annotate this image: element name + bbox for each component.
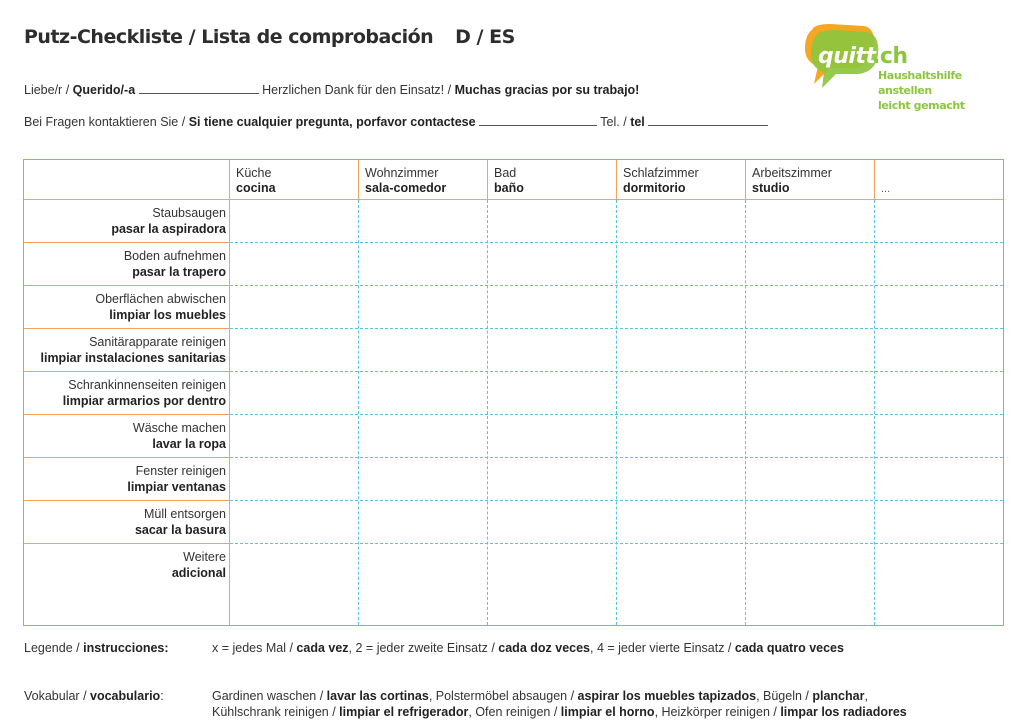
task-de: Schrankinnenseiten reinigen [68, 378, 226, 392]
task-row-windows [24, 463, 226, 495]
header-divider [745, 160, 746, 200]
column-header-de: Bad [494, 166, 517, 180]
legend-part: x = jedes Mal / [212, 641, 297, 655]
task-es: sacar la basura [134, 523, 226, 537]
vocab-bold: limpiar el refrigerador [339, 705, 469, 719]
column-header-bedroom [617, 160, 746, 199]
task-es: limpiar instalaciones sanitarias [40, 351, 226, 365]
vocab-part: , [864, 689, 868, 703]
task-de: Weitere [183, 550, 226, 564]
vocab-bold: lavar las cortinas [326, 689, 429, 703]
row-divider [24, 328, 230, 329]
vocab-bold: limpar los radiadores [780, 705, 907, 719]
legend-text [212, 641, 844, 655]
row-divider [230, 414, 1003, 415]
task-column-divider [229, 160, 230, 625]
row-divider [24, 242, 230, 243]
row-divider [230, 543, 1003, 544]
column-dashed-divider [487, 200, 488, 625]
column-header-more [875, 160, 1003, 199]
row-divider [24, 371, 230, 372]
legend-label-de: Legende / [24, 641, 84, 655]
contact-es-2: tel [630, 115, 645, 129]
contact-de-2: Tel. / [597, 115, 631, 129]
column-header-es: dormitorio [623, 181, 686, 195]
greeting-de-1: Liebe/r / [24, 83, 73, 97]
task-es: lavar la ropa [152, 437, 226, 451]
legend-bold: cada quatro veces [734, 641, 844, 655]
task-row-trash [24, 506, 226, 538]
logo-tagline [878, 68, 1018, 113]
column-header-es: sala-comedor [365, 181, 447, 195]
legend-part: , 2 = jeder zweite Einsatz / [348, 641, 499, 655]
task-es: limpiar los muebles [109, 308, 226, 322]
task-de: Wäsche machen [132, 421, 226, 435]
task-row-surfaces [24, 291, 226, 323]
task-es: pasar la aspiradora [111, 222, 226, 236]
logo-name: quitt [818, 44, 876, 69]
header-divider [358, 160, 359, 200]
column-header-es: cocina [236, 181, 276, 195]
vocab-part: , Polstermöbel absaugen / [428, 689, 578, 703]
column-header-living-room [359, 160, 488, 199]
page-title [24, 26, 515, 48]
vocab-part: , Bügeln / [756, 689, 813, 703]
column-header-de: Arbeitszimmer [752, 166, 832, 180]
vocab-label [24, 689, 164, 704]
vocab-part: Gardinen waschen / [212, 689, 327, 703]
greeting-es-2: Muchas gracias por su trabajo! [454, 83, 640, 97]
column-dashed-divider [358, 200, 359, 625]
vocab-line-1 [212, 689, 868, 704]
legend-part: , 4 = jeder vierte Einsatz / [590, 641, 735, 655]
task-de: Müll entsorgen [144, 507, 226, 521]
vocab-label-colon: : [160, 689, 164, 703]
task-es: pasar la trapero [132, 265, 226, 279]
task-es: limpiar ventanas [127, 480, 226, 494]
vocab-part: Kühlschrank reinigen / [212, 705, 340, 719]
column-header-de: Wohnzimmer [365, 166, 439, 180]
row-divider [230, 242, 1003, 243]
task-row-cupboards [24, 377, 226, 409]
task-de: Staubsaugen [152, 206, 226, 220]
title-main: Putz-Checkliste / Lista de comprobación [24, 26, 434, 48]
column-header-de: Schlafzimmer [623, 166, 699, 180]
phone-blank-field[interactable] [648, 114, 768, 126]
vocab-part: , Heizkörper reinigen / [654, 705, 781, 719]
contact-line [24, 114, 768, 129]
logo-suffix: .ch [872, 44, 908, 69]
vocab-bold: aspirar los muebles tapizados [577, 689, 757, 703]
column-dashed-divider [616, 200, 617, 625]
legend-bold: cada vez [296, 641, 349, 655]
row-divider [230, 285, 1003, 286]
column-header-study [746, 160, 875, 199]
title-lang: D / ES [455, 26, 515, 48]
contact-es-1: Si tiene cualquier pregunta, porfavor contactese [188, 115, 476, 129]
vocab-part: , Ofen reinigen / [468, 705, 561, 719]
header-divider [487, 160, 488, 200]
contact-blank-field[interactable] [479, 114, 597, 126]
vocab-line-2 [212, 705, 907, 720]
legend-label-es: instrucciones: [83, 641, 169, 655]
row-divider [230, 500, 1003, 501]
task-row-mop [24, 248, 226, 280]
column-header-de: Küche [236, 166, 272, 180]
contact-de-1: Bei Fragen kontaktieren Sie / [24, 115, 189, 129]
checklist-table [23, 159, 1004, 626]
task-row-other [24, 549, 226, 581]
row-divider [24, 543, 230, 544]
task-es: adicional [171, 566, 226, 580]
legend-bold: cada doz veces [498, 641, 590, 655]
vocab-label-de: Vokabular / [24, 689, 91, 703]
column-header-kitchen [230, 160, 359, 199]
legend-label [24, 641, 169, 655]
header-divider [874, 160, 875, 200]
column-header-es: studio [752, 181, 790, 195]
greeting-line [24, 82, 639, 97]
greeting-es-1: Querido/-a [72, 83, 136, 97]
vocab-label-es: vocabulario [90, 689, 161, 703]
column-header-es: baño [494, 181, 524, 195]
task-de: Boden aufnehmen [123, 249, 226, 263]
column-header-bathroom [488, 160, 617, 199]
row-divider [24, 457, 230, 458]
row-divider [24, 500, 230, 501]
column-header-ellipsis: ... [881, 183, 891, 195]
column-dashed-divider [874, 200, 875, 625]
task-row-sanitary [24, 334, 226, 366]
greeting-de-2: Herzlichen Dank für den Einsatz! / [258, 83, 455, 97]
vocab-bold: limpiar el horno [560, 705, 655, 719]
logo-tagline-2: leicht gemacht [878, 99, 965, 112]
column-dashed-divider [745, 200, 746, 625]
task-de: Sanitärapparate reinigen [89, 335, 226, 349]
name-blank-field[interactable] [139, 82, 259, 94]
header-divider [616, 160, 617, 200]
task-row-vacuum [24, 205, 226, 237]
row-divider [230, 457, 1003, 458]
task-de: Oberflächen abwischen [95, 292, 226, 306]
logo-tagline-1: Haushaltshilfe anstellen [878, 69, 962, 97]
row-divider [230, 328, 1003, 329]
task-es: limpiar armarios por dentro [62, 394, 226, 408]
vocab-bold: planchar [812, 689, 865, 703]
row-divider [230, 371, 1003, 372]
quitt-logo [800, 22, 1010, 112]
row-divider [24, 414, 230, 415]
row-divider [24, 285, 230, 286]
task-de: Fenster reinigen [135, 464, 226, 478]
task-row-laundry [24, 420, 226, 452]
